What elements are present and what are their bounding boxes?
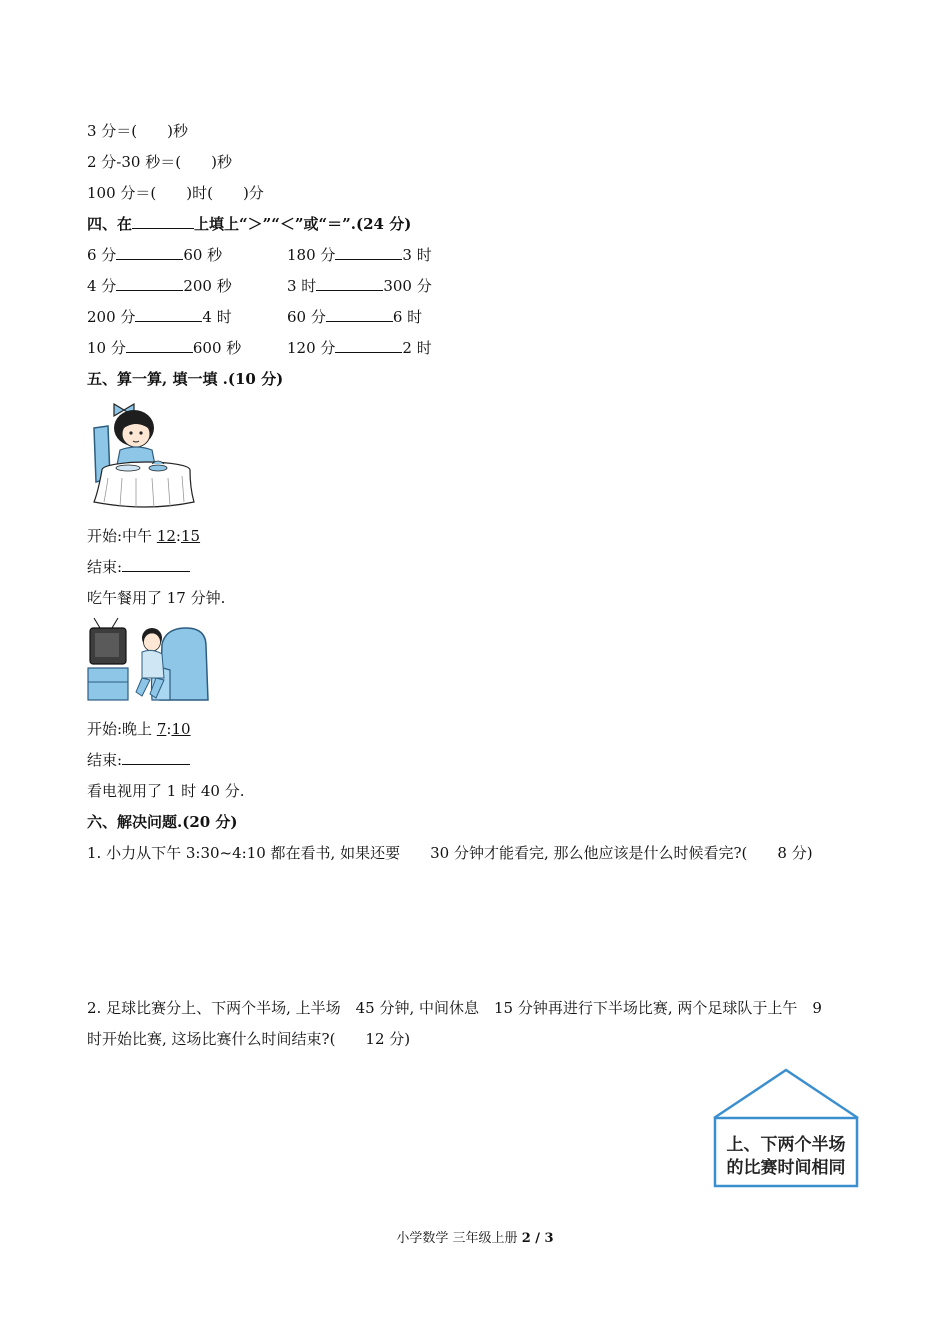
compare-item: 300 分 xyxy=(383,277,432,295)
tv-start-minute: 10 xyxy=(171,720,191,738)
tv-end-label: 结束: xyxy=(87,751,123,769)
section-5-title: 五、算一算, 填一填 .(10 分) xyxy=(87,370,284,388)
section-6-title: 六、解决问题.(20 分) xyxy=(87,813,238,831)
lunch-start-label: 开始:中午 xyxy=(87,527,157,545)
compare-item: 600 秒 xyxy=(192,339,242,357)
conversion-1: 3 分＝( )秒 xyxy=(87,122,189,140)
lunch-start xyxy=(87,526,200,546)
tv-duration: 看电视用了 1 时 40 分. xyxy=(87,782,245,800)
answer-blank[interactable] xyxy=(122,750,190,765)
compare-item: 60 秒 xyxy=(183,246,223,264)
compare-item: 200 分 xyxy=(87,308,136,326)
compare-row-3-right xyxy=(287,307,422,327)
girl-eating-illustration xyxy=(86,398,200,512)
time-colon: : xyxy=(166,720,172,738)
compare-item: 2 时 xyxy=(402,339,432,357)
lunch-duration: 吃午餐用了 17 分钟. xyxy=(87,589,226,607)
question-2-line-1: 2. 足球比赛分上、下两个半场, 上半场 45 分钟, 中间休息 15 分钟再进行下半场比赛, 两个足球队于上午 9 xyxy=(87,999,822,1017)
house-hint-figure xyxy=(710,1066,862,1190)
compare-item: 120 分 xyxy=(287,339,336,357)
compare-row-4-right xyxy=(287,338,432,358)
compare-item: 6 时 xyxy=(392,308,423,326)
answer-blank[interactable] xyxy=(116,245,183,260)
answer-blank[interactable] xyxy=(116,276,183,291)
compare-item: 10 分 xyxy=(87,339,126,357)
question-2-line-2: 时开始比赛, 这场比赛什么时间结束?( 12 分) xyxy=(87,1030,411,1048)
footer-subject: 小学数学 三年级上册 xyxy=(396,1231,522,1246)
page-footer xyxy=(0,1227,950,1246)
tv-start xyxy=(87,719,191,739)
hint-text-line-2: 的比赛时间相同 xyxy=(726,1158,846,1178)
lunch-end-label: 结束: xyxy=(87,558,123,576)
answer-blank[interactable] xyxy=(326,307,393,322)
compare-item: 3 时 xyxy=(287,277,317,295)
answer-blank xyxy=(132,214,194,229)
page-number: 2 / 3 xyxy=(521,1231,554,1246)
answer-blank[interactable] xyxy=(126,338,193,353)
compare-item: 180 分 xyxy=(287,246,336,264)
answer-blank[interactable] xyxy=(335,338,402,353)
section-4-title xyxy=(87,214,411,234)
time-colon: : xyxy=(175,527,181,545)
compare-row-3-left xyxy=(87,307,232,327)
answer-blank[interactable] xyxy=(335,245,402,260)
section-4-title-prefix: 四、在 xyxy=(87,215,133,233)
tv-start-label: 开始:晚上 xyxy=(87,720,157,738)
answer-blank[interactable] xyxy=(316,276,383,291)
compare-item: 4 时 xyxy=(202,308,232,326)
compare-item: 3 时 xyxy=(402,246,432,264)
answer-blank[interactable] xyxy=(135,307,202,322)
conversion-3: 100 分＝( )时( )分 xyxy=(87,184,264,202)
compare-row-4-left xyxy=(87,338,241,358)
lunch-start-hour: 12 xyxy=(156,527,176,545)
compare-item: 200 秒 xyxy=(183,277,232,295)
tv-end xyxy=(87,750,190,770)
compare-item: 4 分 xyxy=(87,277,117,295)
tv-start-hour: 7 xyxy=(156,720,167,738)
boy-watching-tv-illustration xyxy=(86,616,210,706)
lunch-start-minute: 15 xyxy=(180,527,201,545)
compare-item: 6 分 xyxy=(87,246,117,264)
question-1: 1. 小力从下午 3:30~4:10 都在看书, 如果还要 30 分钟才能看完, 那么他应该是什么时候看完?( 8 分) xyxy=(87,844,813,862)
conversion-2: 2 分-30 秒＝( )秒 xyxy=(87,153,232,171)
compare-row-1-right xyxy=(287,245,432,265)
compare-row-2-right xyxy=(287,276,432,296)
lunch-end xyxy=(87,557,190,577)
compare-row-2-left xyxy=(87,276,232,296)
section-4-title-suffix: 上填上“＞”“＜”或“＝”.(24 分) xyxy=(194,215,412,233)
answer-blank[interactable] xyxy=(122,557,190,572)
hint-text-line-1: 上、下两个半场 xyxy=(726,1135,846,1155)
compare-row-1-left xyxy=(87,245,222,265)
compare-item: 60 分 xyxy=(287,308,326,326)
